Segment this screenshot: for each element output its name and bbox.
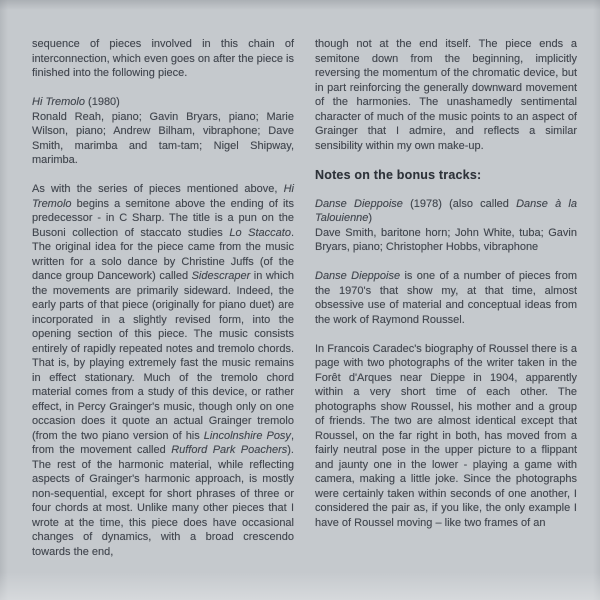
page-edge-shadow-left [0, 0, 8, 600]
heading-bonus-tracks [315, 168, 577, 183]
text-run: in which the movements are primarily sideward. Indeed, the early parts of that piece (originally for piano duet) are incorporated in a slightly revised form, into the opening section of this piece. The music consists entirely of rapidly repeated notes and tremolo chords. That is, by playing extremely fast the music remains in effect stationary. Much of the tremolo chord material comes from a study of this device, or rather effect, in Percy Grainger's music, though only on one occasion does it quote an actual Grainger tremolo (from the two piano version of his [32, 270, 294, 442]
text-run: Notes on the bonus tracks: [315, 167, 482, 182]
text-run: In Francois Caradec's biography of Roussel there is a page with two photographs of the writer taken in the Forêt d'Arques near Dieppe in 1904, apparently within a very short time of each other. The photographs show Roussel, his mother and a group of friends. The two are almost identical except that Roussel, on the far right in both, has moved from a fairly neutral pose in the upper picture to a flippant and jaunty one in the lower - playing a game with camera, making a little joke. Since the photographs were certainly taken within seconds of one another, I considered the pair as, if you like, the only example I have of Roussel moving – like two frames of an [315, 342, 577, 529]
text-columns [32, 37, 577, 559]
paragraph-chain-continuation [32, 37, 294, 81]
text-run: Sidescraper [191, 270, 251, 282]
text-run: Lincolnshire Posy [203, 429, 291, 442]
paragraph-hi-tremolo-ending [315, 37, 577, 153]
text-run: As with the series of pieces mentioned above, [32, 183, 284, 195]
text-run: ). The rest of the harmonic material, while reflecting aspects of Grainger's harmonic approach, is mostly non-sequential, except for short phrases of three or four chords at most. Unlike many other pieces that I wrote at the time, this piece does have occasional changes of dynamics, with a broad crescendo towards the end, [32, 444, 294, 558]
text-run: Dave Smith, baritone horn; John White, tuba; Gavin Bryars, piano; Christopher Hobbs, vibraphone [315, 226, 577, 253]
page-edge-shadow-right [593, 0, 600, 600]
right-column [315, 37, 577, 559]
credits-danse-dieppoise [315, 197, 577, 255]
text-run: is one of a number of pieces from the 1970's that show my, at that time, almost obsessive use of material and conceptual ideas from the work of Raymond Roussel. [315, 270, 577, 326]
text-run: Rufford Park Poachers [171, 444, 288, 456]
text-run: though not at the end itself. The piece ends a semitone down from the beginning, implicitly reversing the momentum of the chromatic device, but in part reinforcing the generally downward movement of the harmonies. The unashamedly sentimental character of much of the music points to an aspect of Grainger that I admire, and reflects a similar sensibility within my own make-up. [315, 38, 577, 152]
text-run: Ronald Reah, piano; Gavin Bryars, piano; Marie Wilson, piano; Andrew Bilham, vibraphone; Dave Smith, marimba and tam-tam; Nigel Shipway, marimba. [32, 110, 294, 166]
text-run: Lo Staccato [229, 226, 291, 239]
text-run: Hi Tremolo [32, 96, 85, 108]
text-run: . The original idea for the piece came from the music written for a solo dance by Christine Juffs (of the dance group Dancework) called [32, 226, 295, 282]
text-run: Danse Dieppoise [315, 197, 403, 210]
text-run: Danse à la Talouienne [315, 197, 577, 224]
page-edge-shadow-top [0, 0, 600, 10]
page-edge-shadow-bottom [0, 572, 600, 600]
left-column [32, 37, 294, 559]
text-run: (1980) [84, 96, 120, 108]
paragraph-danse-dieppoise-intro [315, 269, 577, 327]
paragraph-roussel-photographs [315, 342, 577, 531]
text-run: , from the movement called [32, 429, 294, 456]
credits-hi-tremolo [32, 95, 294, 168]
text-run: (1978) (also called [402, 197, 517, 210]
text-run: ) [368, 212, 373, 224]
text-run: Hi Tremolo [32, 183, 294, 210]
text-run: sequence of pieces involved in this chain of interconnection, which even goes on after the piece is finished into the following piece. [32, 38, 294, 79]
text-run: begins a semitone above the ending of its predecessor - in C Sharp. The title is a pun on the Busoni collection of staccato studies [32, 197, 294, 239]
paragraph-hi-tremolo-notes [32, 182, 294, 559]
text-run: Danse Dieppoise [315, 270, 401, 282]
